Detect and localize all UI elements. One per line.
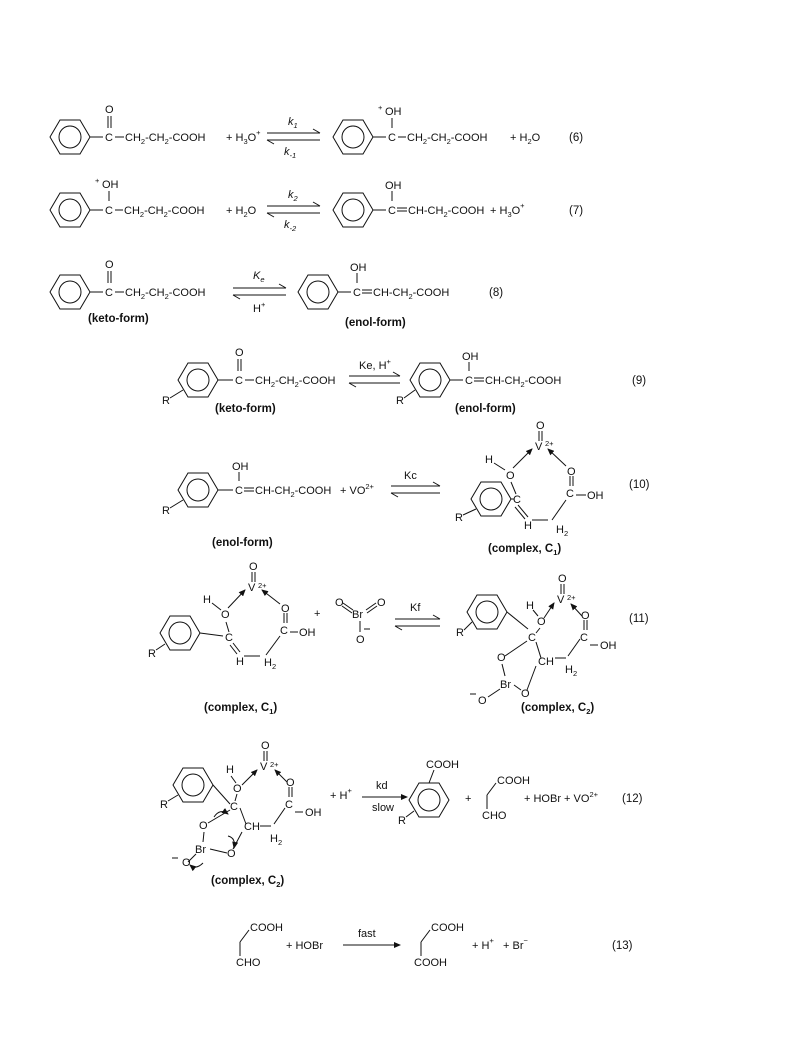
carbonyl-oxygen: O bbox=[105, 259, 114, 271]
equilibrium-arrow bbox=[267, 202, 320, 217]
hydroxyl: OH bbox=[350, 262, 367, 274]
rate-k2: $k_2$ bbox=[288, 189, 298, 203]
oxalic-acid bbox=[414, 922, 464, 969]
benzene-ring bbox=[333, 120, 373, 154]
carboxyl-group: COOH bbox=[250, 922, 283, 934]
chain-text: $CH-CH_2$-COOH bbox=[408, 205, 485, 219]
carbonyl-oxygen: O bbox=[105, 104, 114, 116]
substituted-benzene-ring bbox=[467, 595, 507, 629]
oxygen: O bbox=[497, 652, 506, 664]
ch-group: CH bbox=[244, 821, 260, 833]
equation-number: (8) bbox=[489, 287, 504, 299]
equation-number: (7) bbox=[569, 205, 584, 217]
substituent-r: R bbox=[162, 505, 170, 517]
oxygen: O bbox=[377, 597, 386, 609]
products: + HOBr + $VO^{2+}$ bbox=[524, 790, 598, 805]
substituted-benzene-ring bbox=[178, 363, 218, 397]
oxygen-anion: O bbox=[478, 695, 487, 707]
vanadium: V bbox=[260, 761, 268, 773]
keto-form-label: (keto-form) bbox=[88, 313, 149, 325]
equation-12 bbox=[160, 740, 643, 889]
equilibrium-arrow bbox=[395, 615, 440, 630]
equation-9 bbox=[162, 347, 646, 415]
benzene-ring bbox=[298, 275, 338, 309]
vanadyl-oxygen: O bbox=[536, 420, 545, 432]
rate-k1: $k_1$ bbox=[288, 116, 298, 130]
bromine: Br bbox=[195, 844, 206, 856]
vanadium-charge: 2+ bbox=[258, 581, 267, 590]
substituent-r: R bbox=[148, 648, 156, 660]
chain-text: $CH_2-CH_2$-COOH bbox=[124, 205, 205, 219]
equation-13 bbox=[236, 922, 633, 969]
plus-sign: + bbox=[314, 608, 321, 620]
enol-carbon: C bbox=[353, 287, 361, 299]
carboxyl-carbon: C bbox=[580, 632, 588, 644]
equation-number: (6) bbox=[569, 132, 584, 144]
ring-oxygen: O bbox=[233, 783, 242, 795]
acid-catalyst: H+ bbox=[253, 300, 266, 315]
substituted-benzene-ring bbox=[178, 473, 218, 507]
electron-arrow bbox=[190, 863, 203, 867]
vanadyl-oxygen: O bbox=[249, 561, 258, 573]
bromine: Br bbox=[500, 679, 511, 691]
hydrogen: H bbox=[485, 454, 493, 466]
carboxyl-group: COOH bbox=[497, 775, 530, 787]
ring-oxygen: O bbox=[221, 609, 230, 621]
carboxyl-group: COOH bbox=[431, 922, 464, 934]
hydroxyl: OH bbox=[305, 807, 322, 819]
rate-kd: kd bbox=[376, 780, 388, 792]
equation-number: (11) bbox=[629, 613, 649, 625]
hydrogen: H bbox=[226, 764, 234, 776]
chain-text: $CH_2-CH_2$-COOH bbox=[125, 132, 206, 146]
hydroxyl: OH bbox=[462, 351, 479, 363]
ch-group: H bbox=[524, 520, 532, 532]
keto-form-label: (keto-form) bbox=[215, 403, 276, 415]
equation-8 bbox=[50, 259, 503, 329]
bromide: + Br− bbox=[503, 936, 528, 952]
hydronium: + $H_3O^+$ bbox=[226, 128, 261, 146]
oxygen-anion: O bbox=[182, 857, 191, 869]
rate-kc: Kc bbox=[404, 470, 417, 482]
benzene-ring bbox=[50, 120, 90, 154]
carbonyl-oxygen: O bbox=[567, 466, 576, 478]
vanadium-charge: 2+ bbox=[567, 593, 576, 602]
hydroxyl: OH bbox=[385, 180, 402, 192]
ring-carbon: C bbox=[225, 632, 233, 644]
complex-c1 bbox=[455, 420, 604, 557]
carboxyl-group: COOH bbox=[426, 759, 459, 771]
chain-text: $CH_2-CH_2$-COOH bbox=[125, 287, 206, 301]
rate-k-1: $k_{-1}$ bbox=[284, 146, 297, 160]
carbonyl-oxygen: O bbox=[235, 347, 244, 359]
ring-carbon: C bbox=[528, 632, 536, 644]
water: + $H_2O$ bbox=[226, 205, 257, 219]
complex-c2-label: (complex, $C_2$) bbox=[211, 875, 285, 889]
ch-group: CH bbox=[538, 656, 554, 668]
benzene-ring bbox=[50, 193, 90, 227]
complex-c1-label: (complex, $C_1$) bbox=[488, 543, 562, 557]
enol-carbon: C bbox=[388, 205, 396, 217]
ch2-group: $H_2$ bbox=[270, 833, 283, 847]
equilibrium-arrow bbox=[267, 129, 320, 144]
hydrogen: H bbox=[526, 600, 534, 612]
equation-number: (12) bbox=[622, 793, 643, 805]
complex-c1-label: (complex, $C_1$) bbox=[204, 702, 278, 716]
ch2-group: $H_2$ bbox=[556, 524, 569, 538]
catalyst-label: Ke, H+ bbox=[359, 357, 391, 372]
rate-step: fast bbox=[358, 928, 376, 940]
ring-oxygen: O bbox=[506, 470, 515, 482]
substituent-r: R bbox=[396, 395, 404, 407]
substituent-r: R bbox=[160, 799, 168, 811]
substituted-benzene-ring bbox=[471, 482, 511, 516]
ring-oxygen: O bbox=[537, 616, 546, 628]
hydroxyl: OH bbox=[587, 490, 604, 502]
oxygen: O bbox=[521, 688, 530, 700]
substituted-benzene-ring bbox=[173, 768, 213, 802]
proton: + H+ bbox=[472, 936, 494, 952]
benzene-ring bbox=[333, 193, 373, 227]
hydroxyl: OH bbox=[600, 640, 617, 652]
enol-carbon: C bbox=[465, 375, 473, 387]
substituent-r: R bbox=[398, 815, 406, 827]
equation-10 bbox=[162, 420, 650, 557]
hydroxyl: OH bbox=[299, 627, 316, 639]
oxygen: O bbox=[199, 820, 208, 832]
substituted-benzene-ring bbox=[160, 616, 200, 650]
hydroxyl: OH bbox=[232, 461, 249, 473]
carbonyl-oxygen: O bbox=[581, 610, 590, 622]
bromine: Br bbox=[352, 609, 363, 621]
chain-text: $CH_2-CH_2$-COOH bbox=[255, 375, 336, 389]
ch-group: H bbox=[236, 656, 244, 668]
enol-form-label: (enol-form) bbox=[455, 403, 516, 415]
equation-11 bbox=[148, 561, 649, 716]
substituent-r: R bbox=[455, 512, 463, 524]
equilibrium-constant: $K_e$ bbox=[253, 270, 265, 284]
complex-c2-label: (complex, $C_2$) bbox=[521, 702, 595, 716]
equilibrium-arrow bbox=[391, 482, 440, 497]
substituent-r: R bbox=[162, 395, 170, 407]
carboxyl-carbon: C bbox=[285, 799, 293, 811]
equilibrium-arrow bbox=[349, 372, 400, 387]
proton: + H+ bbox=[330, 786, 352, 802]
protonated-carbon: C bbox=[105, 205, 113, 217]
enol-form-label: (enol-form) bbox=[345, 317, 406, 329]
equilibrium-arrow bbox=[233, 284, 286, 299]
substituent-r: R bbox=[456, 627, 464, 639]
carbonyl-carbon: C bbox=[105, 287, 113, 299]
hydronium: + $H_3O^+$ bbox=[490, 201, 525, 219]
vanadium-charge: 2+ bbox=[545, 439, 554, 448]
carbonyl-carbon: C bbox=[235, 375, 243, 387]
protonated-carbon: C bbox=[388, 132, 396, 144]
aldehyde-group: CHO bbox=[236, 957, 261, 969]
vanadyl-ion: + $VO^{2+}$ bbox=[340, 482, 374, 497]
chain-text: $CH-CH_2$-COOH bbox=[485, 375, 562, 389]
vanadyl-oxygen: O bbox=[261, 740, 270, 752]
chain-text: $CH_2-CH_2$-COOH bbox=[407, 132, 488, 146]
carboxyl-carbon: C bbox=[280, 625, 288, 637]
equation-7 bbox=[50, 176, 583, 233]
rate-kf: Kf bbox=[410, 602, 421, 614]
vanadium-charge: 2+ bbox=[270, 760, 279, 769]
ch2-group: $H_2$ bbox=[565, 664, 578, 678]
aldehyde-group: CHO bbox=[482, 810, 507, 822]
vanadium: V bbox=[248, 582, 256, 594]
vanadium: V bbox=[535, 441, 543, 453]
ring-carbon: C bbox=[513, 494, 521, 506]
electron-arrow bbox=[214, 812, 228, 817]
plus-sign: + bbox=[465, 793, 472, 805]
carboxyl-carbon: C bbox=[566, 488, 574, 500]
water: + $H_2O$ bbox=[510, 132, 541, 146]
benzoic-acid bbox=[398, 759, 459, 827]
ch2-group: $H_2$ bbox=[264, 657, 277, 671]
substituted-benzene-ring bbox=[409, 783, 449, 817]
equation-6 bbox=[50, 103, 583, 160]
oxygen: O bbox=[227, 848, 236, 860]
enol-carbon: C bbox=[235, 485, 243, 497]
hypobromous-acid: + HOBr bbox=[286, 940, 323, 952]
benzene-ring bbox=[50, 275, 90, 309]
chain-text: $CH-CH_2$-COOH bbox=[373, 287, 450, 301]
bromate-ion bbox=[335, 597, 386, 646]
equation-number: (10) bbox=[629, 479, 650, 491]
oxygen: O bbox=[335, 597, 344, 609]
enol-form-label: (enol-form) bbox=[212, 537, 273, 549]
carbonyl-carbon: C bbox=[105, 132, 113, 144]
charge-plus: + bbox=[378, 103, 383, 112]
substituted-benzene-ring bbox=[410, 363, 450, 397]
carbonyl-oxygen: O bbox=[281, 603, 290, 615]
hydroxyl: OH bbox=[102, 179, 119, 191]
carboxyl-group: COOH bbox=[414, 957, 447, 969]
hydrogen: H bbox=[203, 594, 211, 606]
chain-text: $CH-CH_2$-COOH bbox=[255, 485, 332, 499]
glyoxylic-acid bbox=[236, 922, 283, 969]
oxygen-anion: O bbox=[356, 634, 365, 646]
electron-arrow bbox=[228, 836, 234, 848]
vanadyl-oxygen: O bbox=[558, 573, 567, 585]
glyoxylic-acid bbox=[482, 775, 530, 822]
complex-c1 bbox=[148, 561, 316, 716]
complex-c2 bbox=[160, 740, 322, 889]
hydroxyl: OH bbox=[385, 106, 402, 118]
equation-number: (13) bbox=[612, 940, 633, 952]
vanadium: V bbox=[557, 594, 565, 606]
rate-step: slow bbox=[372, 802, 395, 814]
ring-carbon: C bbox=[230, 801, 238, 813]
equation-number: (9) bbox=[632, 375, 647, 387]
complex-c2 bbox=[456, 573, 617, 716]
rate-k-2: $k_{-2}$ bbox=[284, 219, 297, 233]
charge-plus: + bbox=[95, 176, 100, 185]
carbonyl-oxygen: O bbox=[286, 777, 295, 789]
